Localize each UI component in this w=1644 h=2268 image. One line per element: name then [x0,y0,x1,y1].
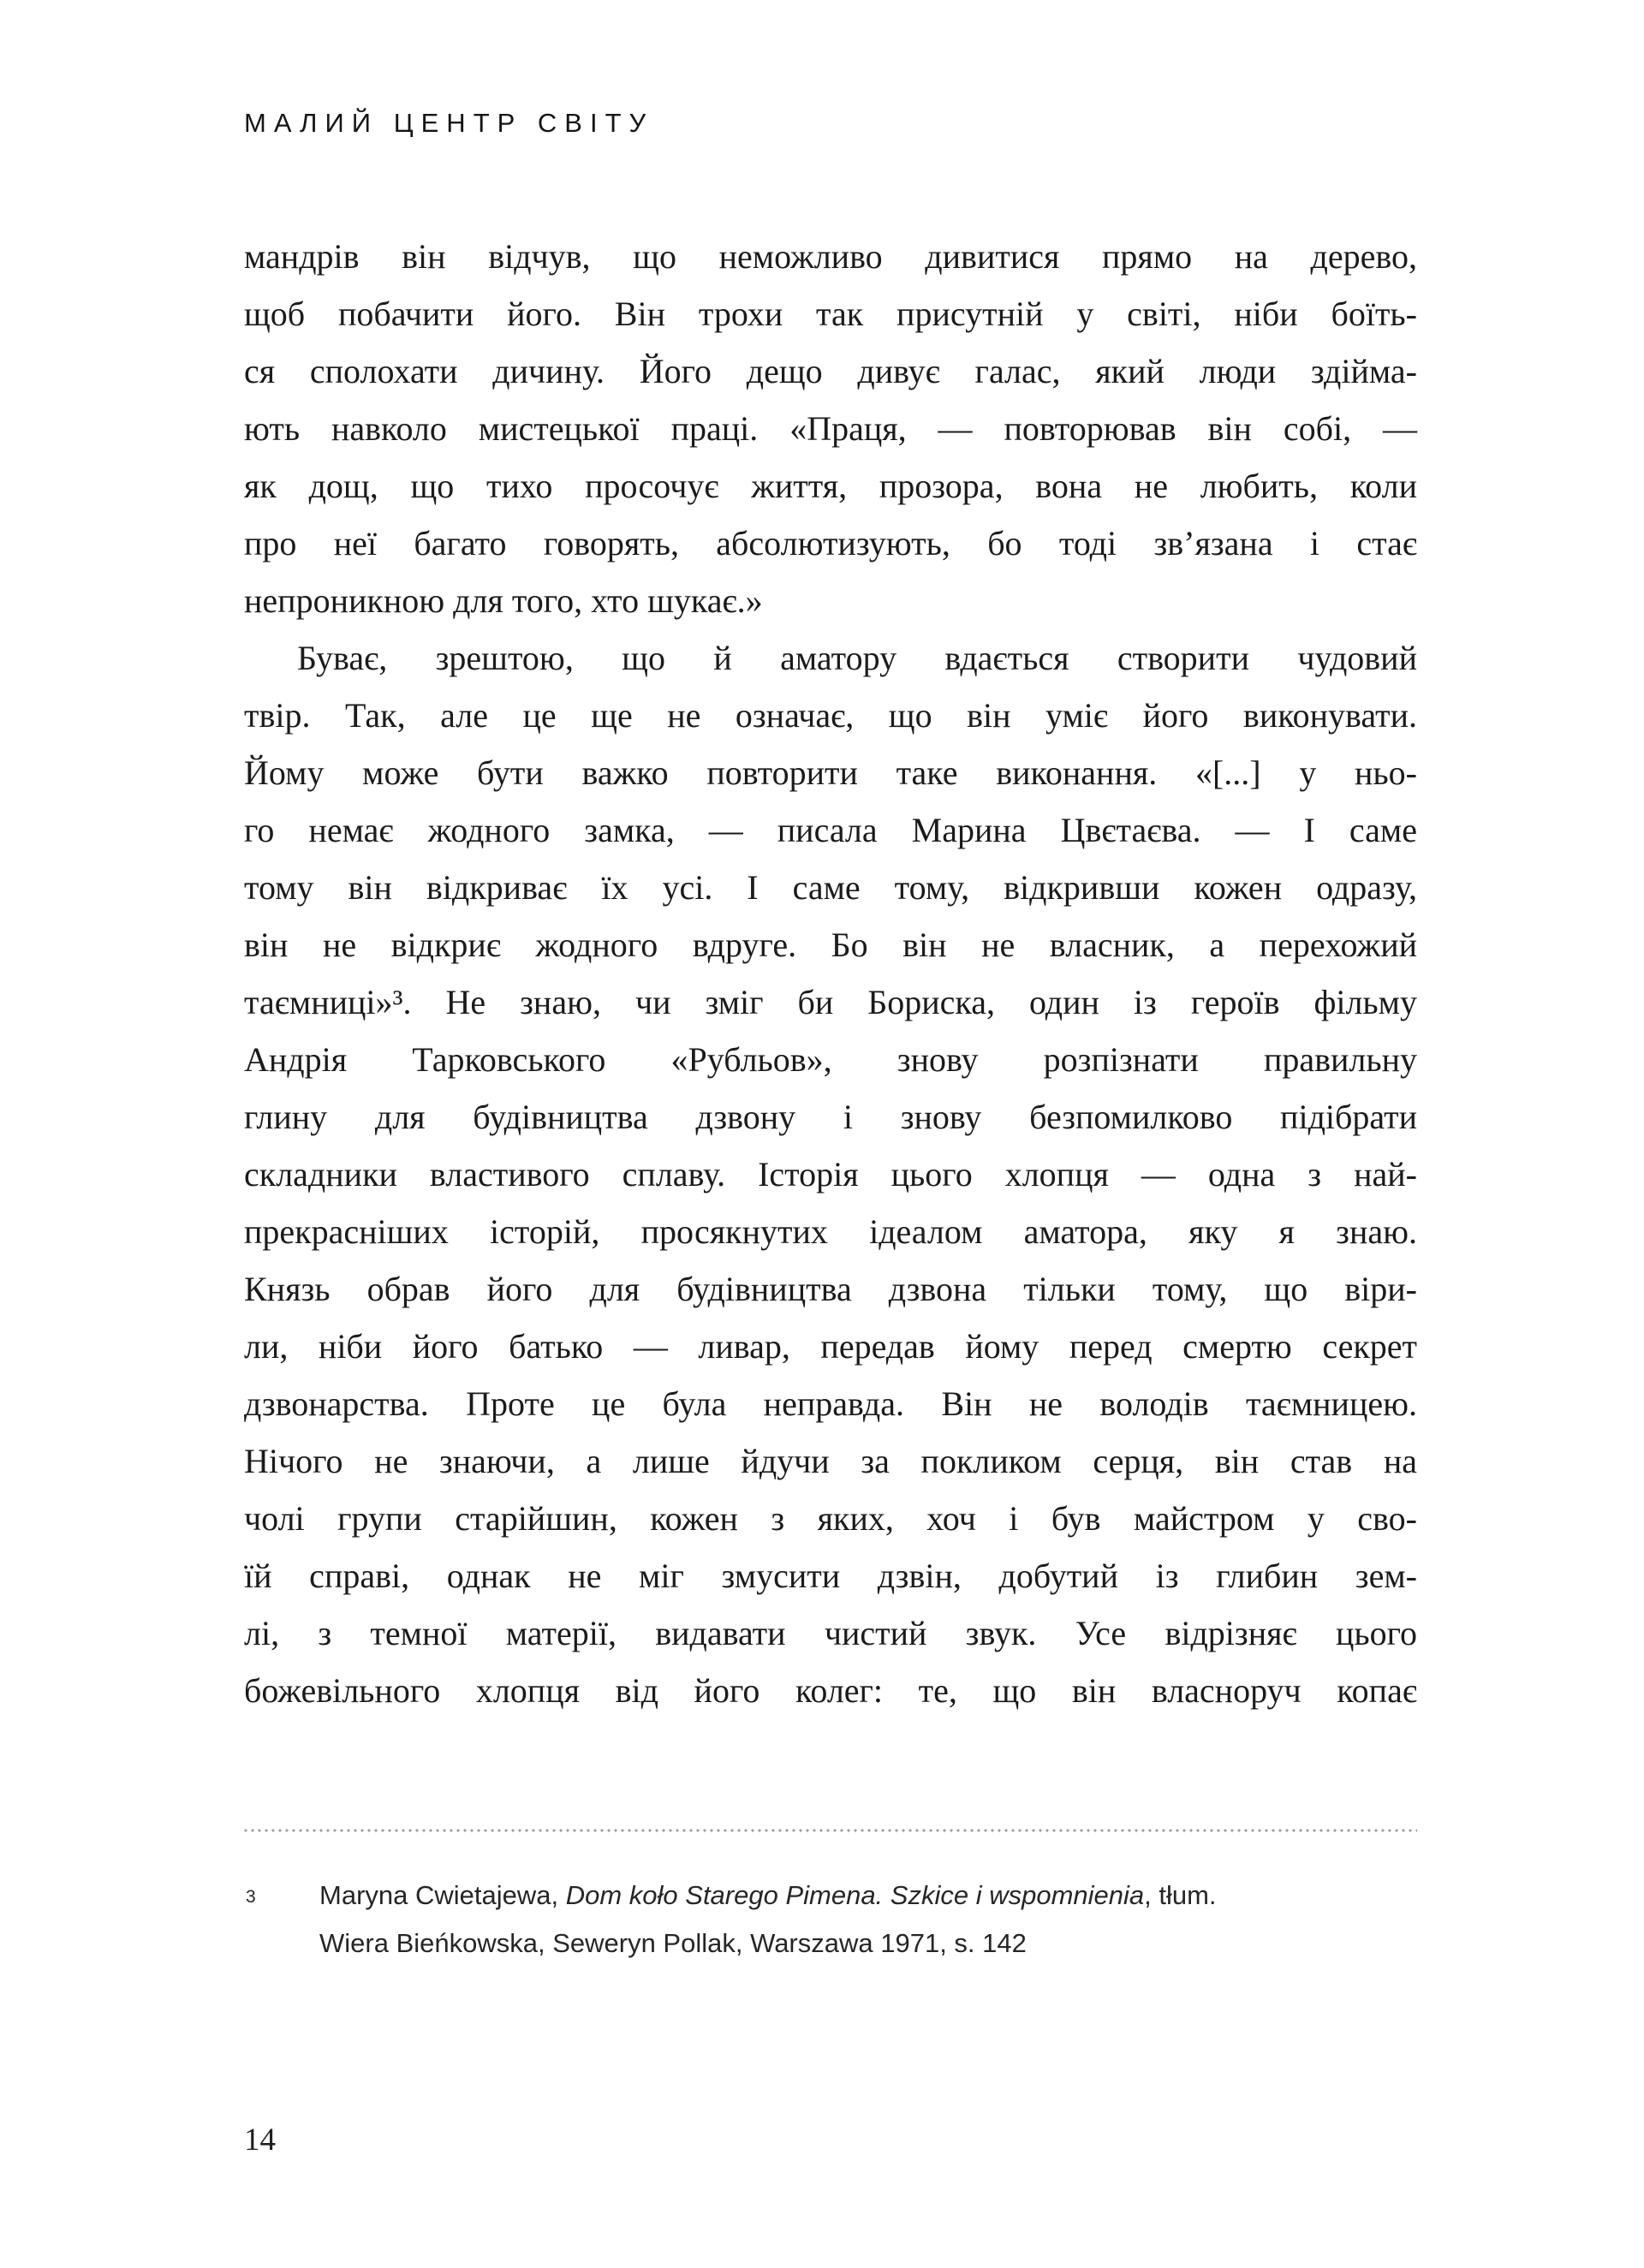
text-line: їй справі, однак не міг змусити дзвін, добутий із глибин зем- [244,1557,1417,1595]
body-text [244,228,1417,1719]
text-line: твір. Так, але це ще не означає, що він уміє його виконувати. [244,696,1417,735]
footnote-text-segment: Maryna Cwietajewa, [319,1880,566,1910]
footnote-text-segment: Wiera Bieńkowska, Seweryn Pollak, Warszawa 1971, s. 142 [319,1928,1027,1958]
text-line: ли, ніби його батько — ливар, передав йому перед смертю секрет [244,1327,1417,1366]
text-line: складники властивого сплаву. Історія цього хлопця — одна з най- [244,1155,1417,1194]
text-line: про неї багато говорять, абсолютизують, бо тоді зв’язана і стає [244,524,1417,563]
text-line: Йому може бути важко повторити таке виконання. «[...] у ньо- [244,753,1417,792]
text-line: ють навколо мистецької праці. «Праця, — повторював він собі, — [244,409,1417,448]
text-line: глину для будівництва дзвону і знову безпомилково підібрати [244,1098,1417,1136]
text-line: щоб побачити його. Він трохи так присутній у світі, ніби боїть- [244,295,1417,333]
text-line: ся сполохати дичину. Його дещо дивує галас, який люди здійма- [244,352,1417,390]
text-line: таємниці»³. Не знаю, чи зміг би Бориска, один із героїв фільму [244,983,1417,1021]
text-line: непроникною для того, хто шукає.» [244,581,763,620]
text-line: Нічого не знаючи, а лише йдучи за покликом серця, він став на [244,1442,1417,1480]
running-header: МАЛИЙ ЦЕНТР СВІТУ [244,108,654,138]
footnote-line [319,1920,1417,1967]
text-line: він не відкриє жодного вдруге. Бо він не власник, а перехожий [244,926,1417,964]
footnote [244,1872,1417,1967]
text-line: го немає жодного замка, — писала Марина Цвєтаєва. — І саме [244,811,1417,849]
text-line: божевільного хлопця від його колег: те, що він власноруч копає [244,1671,1417,1710]
text-line: Андрія Тарковського «Рубльов», знову розпізнати правильну [244,1040,1417,1079]
footnote-line [319,1872,1417,1920]
page-number: 14 [244,2122,276,2158]
paragraph [244,629,1417,1719]
text-line: чолі групи старійшин, кожен з яких, хоч і був майстром у сво- [244,1499,1417,1538]
footnote-title-segment: Dom koło Starego Pimena. Szkice i wspomnienia [565,1880,1145,1910]
text-line: дзвонарства. Проте це була неправда. Він не володів таємницею. [244,1384,1417,1423]
text-line: прекрасніших історій, просякнутих ідеалом аматора, яку я знаю. [244,1212,1417,1251]
footnote-marker: 3 [246,1887,256,1907]
footnote-separator [244,1829,1417,1832]
text-line: Буває, зрештою, що й аматору вдається створити чудовий [297,639,1417,677]
text-line: мандрів він відчув, що неможливо дивитися прямо на дерево, [244,237,1417,276]
text-line: лі, з темної матерії, видавати чистий звук. Усе відрізняє цього [244,1614,1417,1652]
text-line: тому він відкриває їх усі. І саме тому, відкривши кожен одразу, [244,868,1417,907]
paragraph [244,228,1417,629]
footnote-text-segment: , tłum. [1144,1880,1217,1910]
text-line: Князь обрав його для будівництва дзвона тільки тому, що віри- [244,1270,1417,1308]
text-line: як дощ, що тихо просочує життя, прозора, вона не любить, коли [244,467,1417,505]
footnote-text [319,1872,1417,1967]
